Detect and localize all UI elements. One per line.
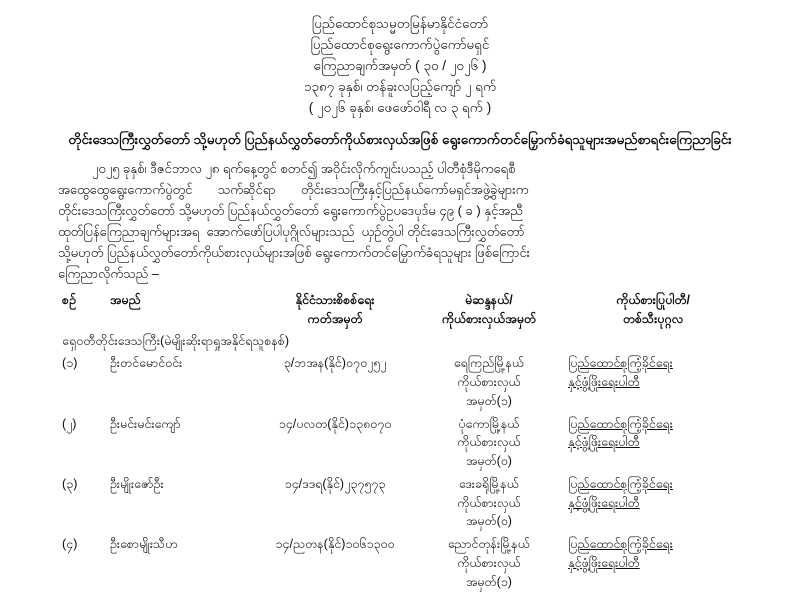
row-number: (၁) <box>62 356 78 371</box>
row-nrc: ၁၄/ဒဒရ(နိုင်)၂၃၇၅၇၃ <box>284 476 386 491</box>
region-heading: ရှေဝတီတိုင်းဒေသကြီး(မဲမျိုးဆိုးရာရှုအနိုင်ရသူစနစ်) <box>62 333 290 348</box>
row-constituency-line-3: အမှတ်(၁) <box>465 574 512 589</box>
row-constituency-line-2: ကိုယ်စားလှယ် <box>457 435 521 450</box>
column-header-constituency <box>414 290 564 328</box>
row-constituency-line-2: ကိုယ်စားလှယ် <box>457 495 521 510</box>
row-constituency <box>414 532 564 592</box>
column-header-constituency-line-2: ကိုယ်စားလှယ်အမှတ် <box>441 311 537 326</box>
announcement-paragraph <box>58 158 742 284</box>
row-party-line-1: ပြည်ထောင်စုကြံ့ခိုင်ရေး <box>568 356 673 371</box>
table-header <box>58 290 742 328</box>
row-name: ဦးစောမျိုးသီဟ <box>109 537 178 552</box>
table-row <box>58 412 742 472</box>
column-header-nrc-line-1: နိုင်ငံသားစိစစ်ရေး <box>295 293 375 308</box>
row-number: (၂) <box>62 416 77 431</box>
row-party-line-2: နှင့်ဖွံ့ဖြိုးရေးပါတီ <box>568 555 640 570</box>
announcement-number: ကြေညာချက်အမှတ် ( ၃၀ / ၂၀၂၆ ) <box>313 57 487 73</box>
paragraph-line-2: အထွေထွေရွေးကောက်ပွဲတွင် သက်ဆိုင်ရာ တိုင်းဒေသကြီးနှင့်ပြည်နယ်ကော်မရှင်အဖွဲ့ခွဲများက <box>58 182 529 198</box>
column-header-constituency-line-1: မဲဆန္ဒနယ်/ <box>465 293 513 308</box>
row-constituency-line-2: ကိုယ်စားလှယ် <box>457 375 521 390</box>
paragraph-line-6: ကြေညာလိုက်သည် – <box>58 266 160 282</box>
row-party-line-2: နှင့်ဖွံ့ဖြိုးရေးပါတီ <box>568 495 640 510</box>
document-header <box>58 14 742 119</box>
row-constituency-line-1: ရေကြည်မြို့နယ် <box>453 356 524 371</box>
table-header-row <box>58 290 742 328</box>
header-line-2: ပြည်ထောင်စုရွေးကောက်ပွဲကော်မရှင် <box>310 36 490 52</box>
row-number: (၄) <box>62 537 78 552</box>
table-body <box>58 329 742 592</box>
row-party <box>564 351 742 411</box>
page-title-line-1: တိုင်းဒေသကြီးလွှတ်တော် သို့မဟုတ် ပြည်နယ်လွှတ်တော်ကိုယ်စားလှယ်အဖြစ် <box>68 131 439 147</box>
column-header-party-line-2: တစ်သီးပုဂ္ဂလ <box>622 311 684 326</box>
row-party-line-2: နှင့်ဖွံ့ဖြိုးရေးပါတီ <box>568 375 640 390</box>
row-nrc: ၃/ဘအန(နိုင်)၀၇၀၂၅၂ <box>283 356 387 371</box>
page-title <box>58 129 742 151</box>
table-row <box>58 351 742 411</box>
region-heading-row <box>58 329 742 352</box>
column-header-party-line-1: ကိုယ်စားပြုပါတီ/ <box>616 293 690 308</box>
row-constituency-line-1: ပုံကောမြို့နယ် <box>458 416 520 431</box>
paragraph-line-4: ထုတ်ပြန်ကြေညာချက်များအရ အောက်ဖော်ပြပါပုဂ္ဂိုလ်များသည် ယှဉ်တွဲပါ တိုင်းဒေသကြီးလွှတ်တော် <box>58 224 525 240</box>
column-header-nrc <box>256 290 413 328</box>
row-constituency-line-3: အမှတ်(၀) <box>465 454 512 469</box>
row-nrc: ၁၄/ညတန(နိုင်)၁၀၆၁၃၀၀ <box>275 537 395 552</box>
row-constituency <box>414 472 564 532</box>
row-party-line-1: ပြည်ထောင်စုကြံ့ခိုင်ရေး <box>568 476 673 491</box>
paragraph-line-1: ၂၀၂၅ ခုနှစ်၊ ဒီဇင်ဘာလ ၂၈ ရက်နေ့တွင် စတင်၍ အဝိုင်းလိုက်ကျင်းပသည့် ပါတီစုံဒီမိုကရေစီ <box>92 161 516 177</box>
column-header-party <box>564 290 742 328</box>
row-constituency-line-3: အမှတ်(၀) <box>465 514 512 529</box>
row-constituency-line-1: ညောင်တုန်းမြို့နယ် <box>447 537 530 552</box>
column-header-nrc-line-2: ကတ်အမှတ် <box>307 311 363 326</box>
elected-representatives-table <box>58 290 742 592</box>
row-number: (၃) <box>62 476 78 491</box>
row-constituency-line-1: ဒေးခရိုမြို့နယ် <box>458 476 519 491</box>
table-row <box>58 532 742 592</box>
paragraph-line-3: တိုင်းဒေသကြီးလွှတ်တော် သို့မဟုတ် ပြည်နယ်လွှတ်တော် ရွေးကောက်ပွဲဥပဒေပုဒ်မ ၄၉ ( ခ ) နှင့်အညီ <box>58 203 523 219</box>
row-party-line-1: ပြည်ထောင်စုကြံ့ခိုင်ရေး <box>568 416 673 431</box>
row-nrc: ၁၄/ပလတ(နိုင်)၁၃၈၀၇၀ <box>278 416 392 431</box>
column-header-name: အမည် <box>109 293 141 308</box>
date-myanmar-era: ၁၃၈၇ ခုနှစ်၊ တန်ခူးလပြည့်ကျော် ၂ ရက် <box>303 78 497 94</box>
table-row <box>58 472 742 532</box>
row-name: ဦးတင်မောင်ဝင်း <box>109 356 183 371</box>
paragraph-line-5: သို့မဟုတ် ပြည်နယ်လွှတ်တော်ကိုယ်စားလှယ်များအဖြစ် ရွေးကောက်တင်မြှောက်ခံရသူများ ဖြစ်ကြောင်း <box>58 245 530 261</box>
row-party <box>564 532 742 592</box>
row-name: ဦးမင်းမင်းကျော် <box>109 416 181 431</box>
row-party-line-1: ပြည်ထောင်စုကြံ့ခိုင်ရေး <box>568 537 673 552</box>
column-header-no: စဉ် <box>62 293 76 308</box>
row-constituency <box>414 351 564 411</box>
row-constituency-line-2: ကိုယ်စားလှယ် <box>457 555 521 570</box>
row-party <box>564 412 742 472</box>
row-constituency-line-3: အမှတ်(၁) <box>465 393 512 408</box>
row-constituency <box>414 412 564 472</box>
date-gregorian: ( ၂၀၂၆ ခုနှစ်၊ ဖေဖော်ဝါရီ လ ၃ ရက် ) <box>308 99 492 115</box>
row-name: ဦးမျိုးဇော်ဦး <box>109 476 164 491</box>
row-party-line-2: နှင့်ဖွံ့ဖြိုးရေးပါတီ <box>568 435 640 450</box>
row-party <box>564 472 742 532</box>
header-line-1: ပြည်ထောင်စုသမ္မတမြန်မာနိုင်ငံတော် <box>311 16 489 31</box>
page-title-line-2: ရွေးကောက်တင်မြှောက်ခံရသူများအမည်စာရင်းကြေညာခြင်း <box>441 131 732 147</box>
